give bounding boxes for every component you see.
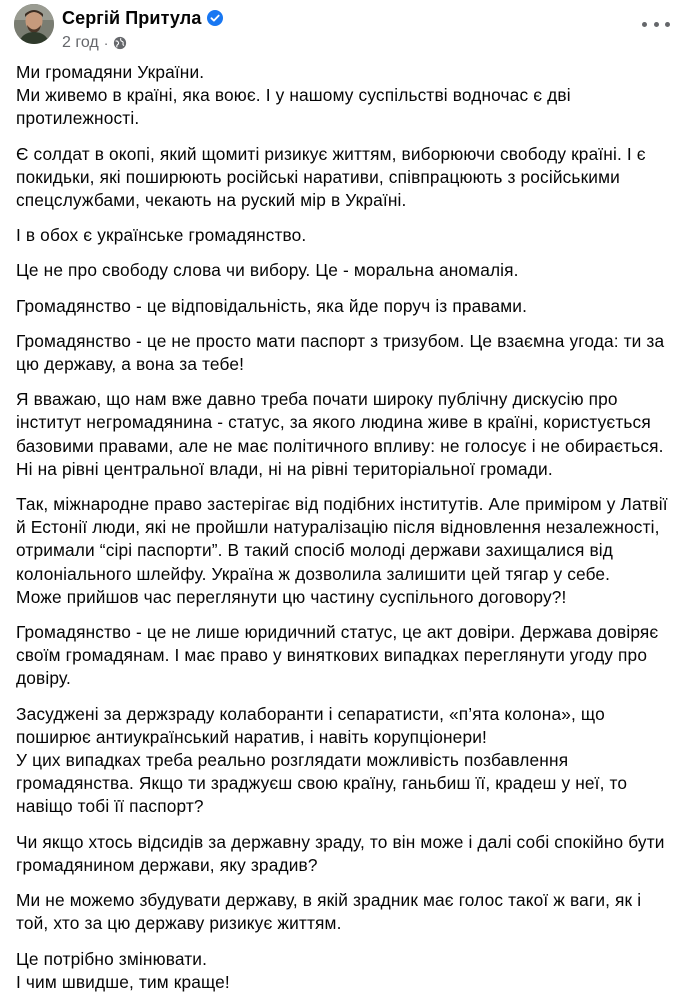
post-paragraph: Я вважаю, що нам вже давно треба почати широку публічну дискусію про інститут негромадянина - статус, за якого людина живе в країні, користується базовими правами, але не має політичного впливу: не голосує і не обирається. Ні на рівні центральної влади, ні на рівні територіальної громади. — [16, 389, 664, 479]
post-time[interactable]: 2 год — [62, 34, 99, 51]
post-paragraph: Громадянство - це не просто мати паспорт з тризубом. Це взаємна угода: ти за цю державу, а вона за тебе! — [16, 330, 665, 375]
more-dot — [642, 22, 647, 27]
avatar[interactable] — [14, 4, 54, 44]
more-options-icon[interactable] — [642, 14, 670, 34]
post-paragraph: Це потрібно змінювати. І чим швидше, тим краще! — [16, 948, 230, 992]
author-name[interactable]: Сергій Притула — [62, 7, 202, 28]
more-dot — [654, 22, 659, 27]
post-paragraph: Громадянство - це не лише юридичний статус, це акт довіри. Держава довіряє своїм громадянам. І має право у виняткових випадках переглянути угоду про довіру. — [16, 622, 659, 689]
post-paragraph: Засуджені за держзраду колаборанти і сепаратисти, «п’ята колона», що поширює антиукраїнський наратив, і навіть корупціонери! У цих випадках треба реально розглядати можливість позбавлення громадянства. Якщо ти зраджуєш свою країну, ганьбиш її, крадеш у неї, то навіщо тобі її паспорт? — [16, 703, 628, 817]
post-paragraph: Ми громадяни України. Ми живемо в країні, яка воює. І у нашому суспільстві водночас є дві протилежності. — [16, 62, 571, 129]
post-paragraph: Чи якщо хтось відсидів за державну зраду, то він може і далі собі спокійно бути громадянином держави, яку зрадив? — [16, 831, 665, 875]
post-text — [16, 61, 668, 1006]
meta-separator: · — [103, 35, 109, 51]
post-paragraph: Ми не можемо збудувати державу, в якій зрадник має голос такої ж ваги, як і той, хто за цю державу ризикує життям. — [16, 890, 642, 934]
avatar-image — [14, 4, 54, 44]
post-paragraph: Громадянство - це відповідальність, яка йде поруч із правами. — [16, 295, 528, 316]
post-paragraph: І в обох є українське громадянство. — [16, 225, 307, 246]
globe-icon[interactable] — [113, 36, 127, 50]
author-line — [62, 6, 223, 30]
post-header — [14, 4, 670, 52]
post-paragraph: Так, міжнародне право застерігає від подібних інститутів. Але приміром у Латвії й Естонії люди, які не пройшли натуралізацію після відновлення незалежності, отримали “сірі паспорти”. В такий спосіб молоді держави захищалися від колоніального шлейфу. Україна ж дозволила залишити цей тягар у себе. Може прийшов час переглянути цю частину суспільного договору?! — [16, 494, 668, 607]
post-paragraph: Це не про свободу слова чи вибору. Це - моральна аномалія. — [16, 260, 519, 281]
post-meta — [62, 32, 127, 54]
more-dot — [665, 22, 670, 27]
post-paragraph: Є солдат в окопі, який щомиті ризикує життям, виборюючи свободу країні. І є покидьки, які поширюють російські наративи, співпрацюють з російськими спецслужбами, чекають на руский мір в Україні. — [16, 143, 646, 211]
verified-badge-icon — [207, 10, 223, 26]
